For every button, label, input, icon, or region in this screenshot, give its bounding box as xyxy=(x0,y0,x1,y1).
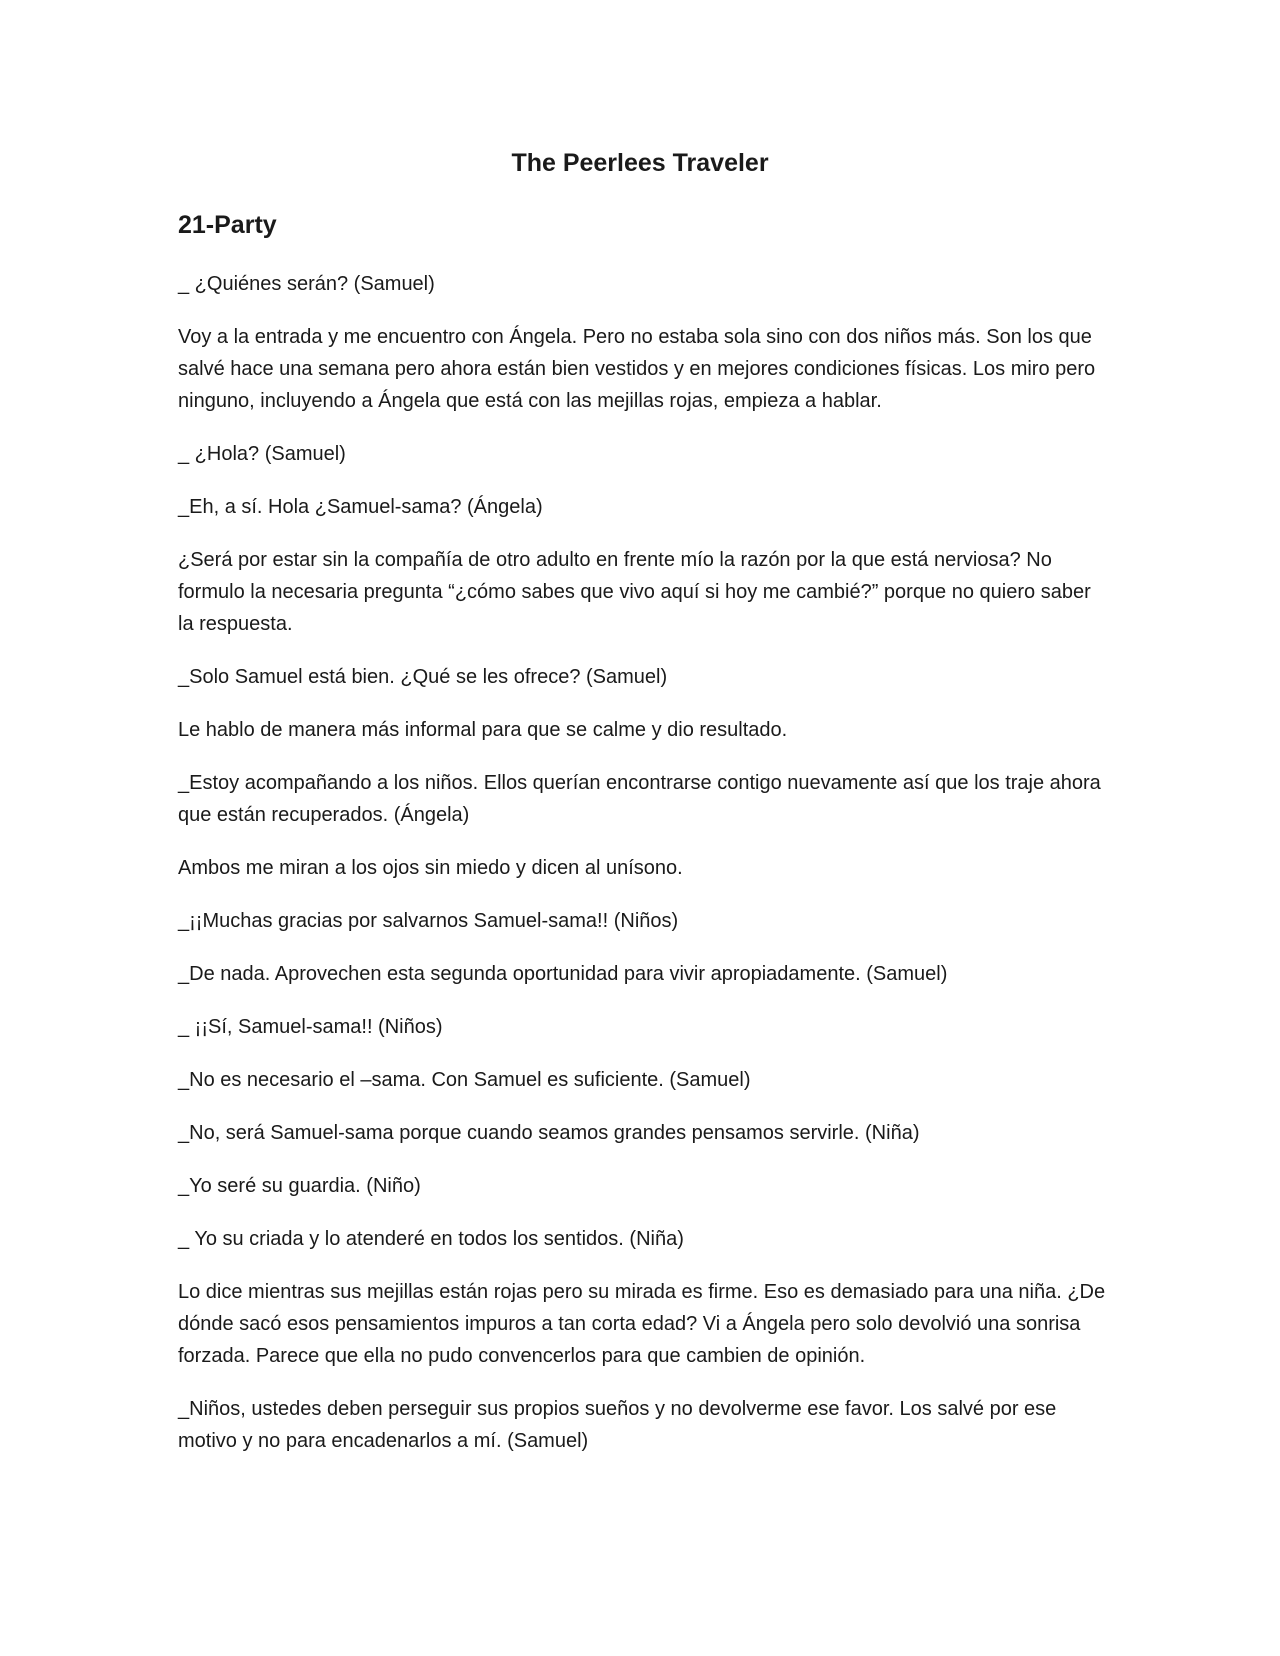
paragraph: Ambos me miran a los ojos sin miedo y dicen al unísono. xyxy=(178,857,683,879)
paragraph: _Yo seré su guardia. (Niño) xyxy=(178,1175,421,1197)
paragraph: Voy a la entrada y me encuentro con Ángela. Pero no estaba sola sino con dos niños más. Son los que salvé hace una semana pero ahora están bien vestidos y en mejores condiciones físicas. Los miro pero ninguno, incluyendo a Ángela que está con las mejillas rojas, empieza a hablar. xyxy=(178,326,1096,412)
document-body xyxy=(178,268,1108,1478)
paragraph: _No, será Samuel-sama porque cuando seamos grandes pensamos servirle. (Niña) xyxy=(178,1122,920,1144)
paragraph: ¿Será por estar sin la compañía de otro adulto en frente mío la razón por la que está nerviosa? No formulo la necesaria pregunta “¿cómo sabes que vivo aquí si hoy me cambié?” porque no quiero saber la respuesta. xyxy=(178,549,1091,635)
paragraph: _Eh, a sí. Hola ¿Samuel-sama? (Ángela) xyxy=(178,496,543,518)
chapter-heading: 21-Party xyxy=(178,211,277,239)
paragraph: _Solo Samuel está bien. ¿Qué se les ofrece? (Samuel) xyxy=(178,666,668,688)
paragraph: _Niños, ustedes deben perseguir sus propios sueños y no devolverme ese favor. Los salvé por ese motivo y no para encadenarlos a mí. (Samuel) xyxy=(178,1398,1057,1452)
document-title: The Peerlees Traveler xyxy=(511,149,769,177)
paragraph: _ ¡¡Sí, Samuel-sama!! (Niños) xyxy=(178,1016,443,1038)
paragraph: _Estoy acompañando a los niños. Ellos querían encontrarse contigo nuevamente así que los traje ahora que están recuperados. (Ángela) xyxy=(178,772,1101,826)
paragraph: _No es necesario el –sama. Con Samuel es suficiente. (Samuel) xyxy=(178,1069,751,1091)
paragraph: _ ¿Quiénes serán? (Samuel) xyxy=(178,273,435,295)
paragraph: _¡¡Muchas gracias por salvarnos Samuel-sama!! (Niños) xyxy=(178,910,679,932)
paragraph: _ ¿Hola? (Samuel) xyxy=(178,443,346,465)
paragraph: _ Yo su criada y lo atenderé en todos los sentidos. (Niña) xyxy=(178,1228,684,1250)
paragraph: _De nada. Aprovechen esta segunda oportunidad para vivir apropiadamente. (Samuel) xyxy=(178,963,948,985)
paragraph: Lo dice mientras sus mejillas están rojas pero su mirada es firme. Eso es demasiado para una niña. ¿De dónde sacó esos pensamientos impuros a tan corta edad? Vi a Ángela pero solo devolvió una sonrisa forzada. Parece que ella no pudo convencerlos para que cambien de opinión. xyxy=(178,1281,1106,1367)
paragraph: Le hablo de manera más informal para que se calme y dio resultado. xyxy=(178,719,788,741)
